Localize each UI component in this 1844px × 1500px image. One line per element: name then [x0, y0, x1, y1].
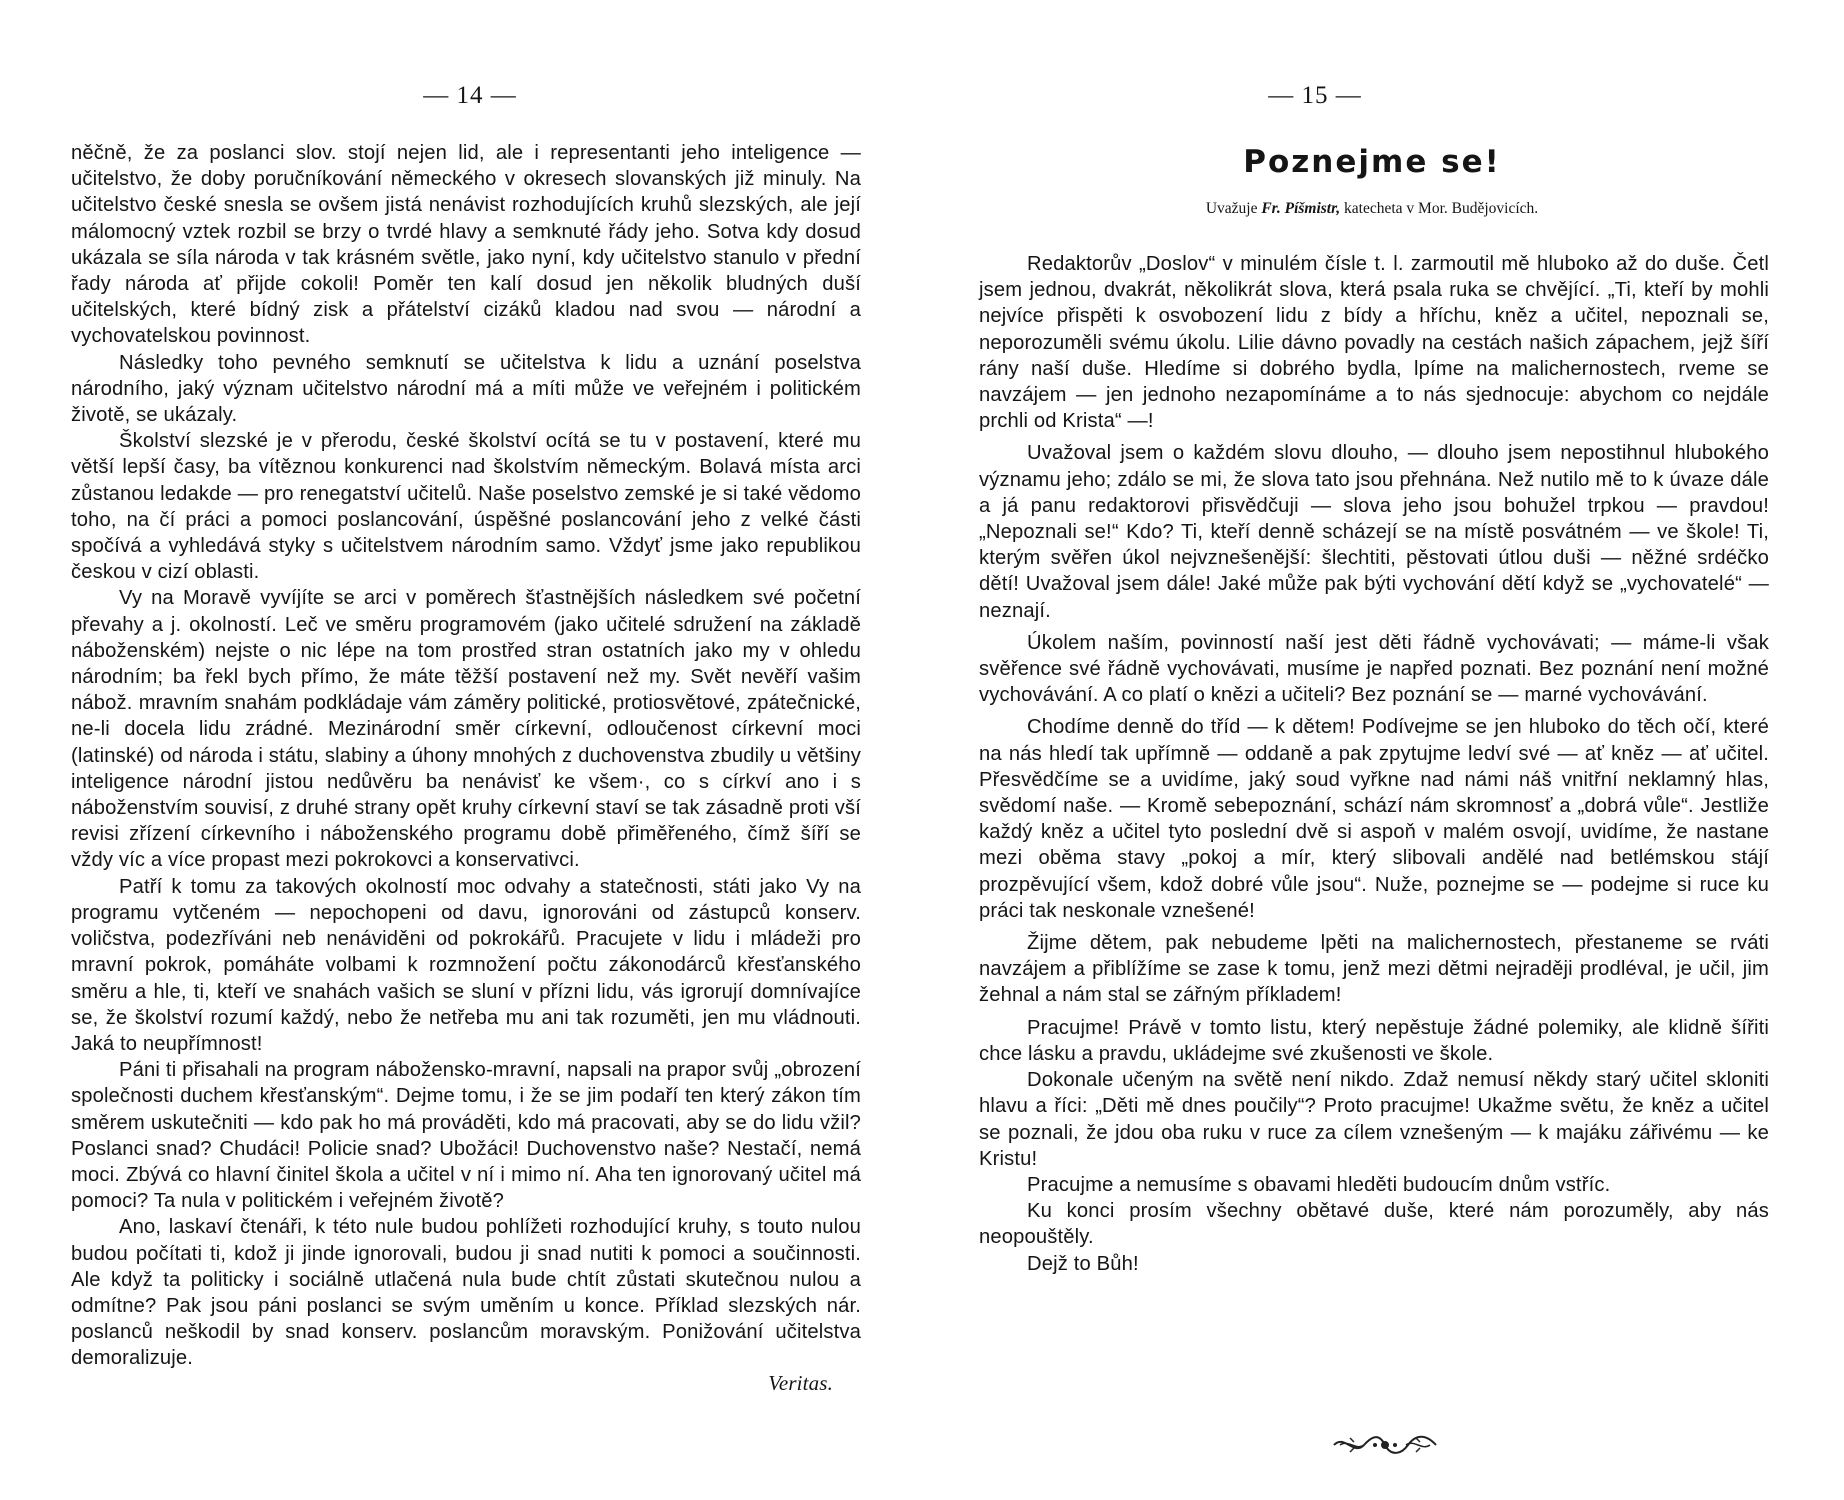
paragraph: Následky toho pevného semknutí se učitelstva k lidu a uznání poselstva národního, jaký význam učitelstvo národní má a míti může ve veřejném i politickém životě, se ukázaly. — [71, 351, 861, 427]
article-byline — [922, 200, 1822, 218]
paragraph: Pracujme a nemusíme s obavami hleděti budoucím dnům vstříc. — [1027, 1173, 1611, 1196]
page-number: — 14 — — [423, 82, 517, 109]
author-signature: Veritas. — [768, 1370, 833, 1395]
paragraph: Patří k tomu za takových okolností moc odvahy a statečnosti, státi jako Vy na programu vytčeném — nepochopeni od davu, ignorováni od zástupců konserv. voličstva, podezříváni neb nenáviděni od pokrokářů. Pracujete v lidu i mládeži pro mravní pokrok, pomáháte volbami k rozmnožení počtu zákonodárců křesťanského směru a hle, ti, kteří ve snahách vašich se sluní v přízni lidu, vás igrorují domnívajíce se, že školství rozumí každý, nebo že netřeba mu ani tak rozuměti, jen mu vládnouti. Jaká to neupřímnost! — [71, 875, 861, 1055]
paragraph: Redaktorův „Doslov“ v minulém čísle t. l. zarmoutil mě hluboko až do duše. Četl jsem jednou, dvakrát, několikrát slova, která psala ruka se chvějící. „Ti, kteří by mohli nejvíce přispěti k osvobození lidu z bídy a hříchu, kněz a učitel, nepoznali se, neporozuměli svému úkolu. Lilie dávno povadly na cestách našich zápachem, jejž šíří rány naší duše. Hledíme si dobrého bydla, lpíme na malichernostech, rveme se navzájem — jen jednoho nezapomínáme a to nás sjednocuje: abychom co nejdále prchli od Krista“ —! — [979, 253, 1769, 433]
paragraph: Žijme dětem, pak nebudeme lpěti na malichernostech, přestaneme se rváti navzájem a přiblížíme se zase k tomu, jenž mezi dětmi nejraději prodléval, je učil, jim žehnal a nám stal se zářným příkladem! — [979, 932, 1769, 1007]
byline-suffix: katecheta v Mor. Budějovicích. — [1344, 200, 1539, 217]
page-number: — 15 — — [1268, 82, 1362, 109]
paragraph: Ku konci prosím všechny obětavé duše, které nám porozuměly, aby nás neopouštěly. — [979, 1200, 1769, 1249]
paragraph: Školství slezské je v přerodu, české školství ocítá se tu v postavení, které mu větší lepší časy, ba vítěznou konkurenci nad školstvím německým. Bolavá místa arci zůstanou ledakde — pro renegatství učitelů. Naše poselstvo zemské je si také vědomo toho, na čí práci a pomoci poslancování, úspěšné poslancování jeho z velké části spočívá a vyhledává styky s učitelstvem národním samo. Vždyť jsme jako republikou českou v cizí oblasti. — [71, 430, 861, 584]
paragraph: Dejž to Bůh! — [1027, 1252, 1139, 1275]
paragraph: Úkolem naším, povinností naší jest děti řádně vychovávati; — máme-li však svěřence své řádně vychovávati, musíme je napřed poznati. Bez poznání není možné vychovávání. A co platí o knězi a učiteli? Bez poznání se — marné vychovávání. — [979, 631, 1769, 707]
paragraph: Uvažoval jsem o každém slovu dlouho, — dlouho jsem nepostihnul hlubokého významu jeho; zdálo se mi, že slova tato jsou přehnána. Než nutilo mě to k úvaze dále a já panu redaktorovi přisvědčuji — slova jeho jsou bohužel trpkou — pravdou! „Nepoznali se!“ Kdo? Ti, kteří denně scházejí se na místě posvátném — ve škole! Ti, kterým svěřen úkol nejvznešenější: šlechtiti, pěstovati útlou duši — něžné srdéčko dětí! Uvažoval jsem dále! Jaké může pak býti vychování dětí když se „vychovatelé“ — neznají. — [979, 442, 1769, 622]
byline-prefix: Uvažuje — [1205, 200, 1258, 217]
article-continuation — [71, 140, 861, 1396]
paragraph: Chodíme denně do tříd — k dětem! Podívejme se jen hluboko do těch očí, které na nás hledí tak upřímně — oddaně a pak zpytujme ledví své — ať kněz — ať učitel. Přesvědčíme se a uvidíme, jaký soud vyřkne nad námi náš vnitřní neklamný hlas, svědomí naše. — Kromě sebepoznání, schází nám skromnosť a „dobrá vůle“. Jestliže každý kněz a učitel tyto poslední dvě si aspoň v malém osvojí, uvidíme, že nastane mezi oběma stavy „pokoj a mír, který slibovali andělé nad betlémskou stájí prozpěvující všem, kdož dobré vůle jsou“. Nuže, poznejme se — podejme si ruce ku práci tak neskonale vznešené! — [979, 716, 1769, 922]
paragraph: Dokonale učeným na světě není nikdo. Zdaž nemusí někdy starý učitel skloniti hlavu a říci: „Děti mě dnes poučily“? Proto pracujme! Ukažme světu, že kněz a učitel se poznali, že jdou oba ruku v ruce za cílem vznešeným — k majáku zářivému — ke Kristu! — [979, 1069, 1769, 1170]
paragraph: Pracujme! Právě v tomto listu, který nepěstuje žádné polemiky, ale klidně šířiti chce lásku a pravdu, ukládejme své zkušenosti ve škole. — [979, 1016, 1769, 1065]
right-page — [922, 0, 1844, 1500]
paragraph: Ano, laskaví čtenáři, k této nule budou pohlížeti rozhodující kruhy, s touto nulou budou počítati ti, kdož ji jinde ignorovali, budou ji snad nutiti k pomoci a součinnosti. Ale když ta politicky i sociálně utlačená nula bude chtít zůstati skutečnou nulou a odmítne? Pak jsou páni poslanci se svým uměním u konce. Příklad slezských nár. poslanců neškodil by snad konserv. poslancům moravským. Ponižování učitelstva demoralizuje. — [71, 1216, 861, 1370]
byline-author: Fr. Píšmistr, — [1261, 200, 1341, 217]
paragraph: něčně, že za poslanci slov. stojí nejen lid, ale i representanti jeho inteligence — učitelstvo, že doby poručníkování německého v okresech slovanských již minuly. Na učitelstvo české snesla se ovšem jistá nenávist rozhodujících kruhů slezských, ale její málomocný vztek rozbil se brzy o tvrdé hlavy a semknuté řády jeho. Sotva kdy dosud ukázala se síla národa v tak krásném světle, jako nyní, kdy učitelstvo stanulo v přední řady národa ať přijde cokoli! Poměr ten kalí dosud jen několik bludných duší učitelských, které bídný zisk a přátelství cizáků kladou nad svou — národní a vychovatelskou povinnost. — [71, 142, 861, 348]
paragraph: Páni ti přisahali na program nábožensko-mravní, napsali na prapor svůj „obrození společnosti duchem křesťanským“. Dejme tomu, i že se jim podaří ten který zákon tím směrem uskutečniti — kdo pak ho má prováděti, kdo má pracovati, aby se do lidu vžil? Poslanci snad? Chudáci! Policie snad? Ubožáci! Duchovenstvo naše? Nestačí, nemá moci. Zbývá co hlavní činitel škola a učitel v ní i mimo ní. Aha ten ignorovaný učitel má pomoci? Ta nula v politickém i veřejném životě? — [71, 1059, 861, 1213]
article-body — [979, 251, 1769, 1277]
decorative-flourish-icon — [1330, 1430, 1440, 1465]
paragraph: Vy na Moravě vyvíjíte se arci v poměrech šťastnějších následkem své početní převahy a j. okolností. Leč ve směru programovém (jako učitelé sdružení na základě náboženském) nejste o nic lépe na tom prostřed stran ostatních jako my v ohledu národním; ba řekl bych přímo, že máte těžší postavení než my. Svět nevěří vašim nábož. mravním snahám podkládaje vám záměry politické, protiosvětové, zpátečnické, ne-li docela lidu zrádné. Mezinárodní směr církevní, odloučenost církevní moci (latinské) od národa i státu, slabiny a úhony mnohých z duchovenstva zbudily u většiny inteligence národní jistou nedůvěru ba nenávisť ke všem·, co s církví ano i s náboženstvím souvisí, z druhé strany opět kruhy církevní staví se tak zásadně proti vší revisi zřízení církevního i náboženského programu době přiměřeného, čímž šíří se vždy víc a více propast mezi pokrokovci a konservativci. — [71, 587, 861, 872]
article-title: Poznejme se! — [1243, 144, 1501, 180]
